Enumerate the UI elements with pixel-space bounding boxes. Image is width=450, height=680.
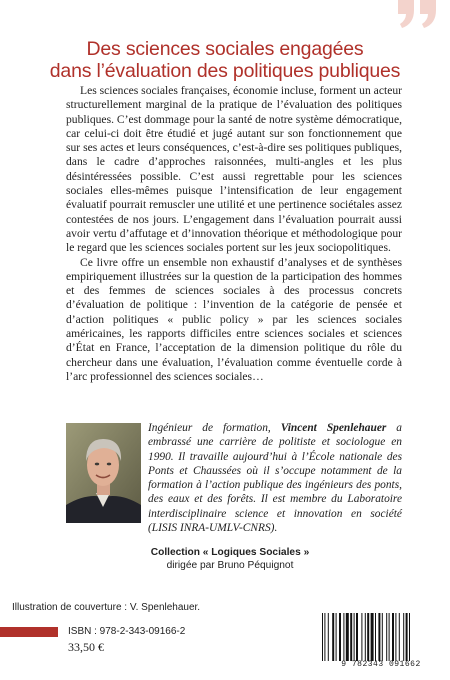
author-name: Vincent Spenlehauer (280, 422, 387, 434)
blurb-paragraph-1: Les sciences sociales françaises, économie incluse, forment un acteur structurellement marginal de la pratique de l’évaluation des politiques publiques. C’est dommage pour la santé de notre système démocratique, car celui-ci doit être étudié et jugé autant sur son fonctionnement que sur ses actes et leurs conséquences, c’est-à-dire ses politiques publiques, dans le cadre d’approches raisonnées, multi-angles et les plus désintéressées possible. C’est aussi regrettable pour les sciences sociales elles-mêmes puisque l’intensification de leur engagement évaluatif pourrait remuscler une utilité et une pertinence sociétales assez contestées de nos jours. L’engagement dans l’évaluation pourrait aussi avoir vertu d’affutage et d’innovation théorique et méthodologique pour le regard que les sciences sociales portent sur les jeux sociopolitiques. (66, 84, 402, 255)
blurb (66, 84, 402, 384)
author-bio (148, 421, 402, 535)
title-line-2: dans l’évaluation des politiques publiques (49, 60, 401, 82)
collection-director: dirigée par Bruno Péquignot (166, 560, 294, 571)
price: 33,50 € (68, 640, 104, 654)
isbn: ISBN : 978-2-343-09166-2 (68, 626, 186, 637)
barcode-digits: 9 782343 091662 (341, 660, 421, 669)
bio-text: a embrassé une carrière de politiste et sociologue en 1990. Il travaille aujourd’hui à l’École nationale des Ponts et Chaussées où il s’occupe notamment de la formation à l’action publique des ingénieurs des ponts, des eaux et des forêts. Il est membre du Laboratoire interdisciplinaire science et innovation en société (LISIS INRA-UMLV-CNRS). (148, 422, 403, 535)
author-photo (66, 423, 141, 523)
bio-intro: Ingénieur de formation, (148, 422, 281, 434)
collection-info (80, 546, 380, 572)
book-title (40, 38, 410, 82)
collection-name: Collection « Logiques Sociales » (150, 547, 310, 558)
barcode (318, 608, 444, 668)
quotation-mark-icon (392, 0, 442, 30)
illustration-credit: Illustration de couverture : V. Spenlehauer. (12, 602, 201, 613)
blurb-paragraph-2: Ce livre offre un ensemble non exhaustif d’analyses et de synthèses empiriquement illustrées sur la question de la participation des hommes et des femmes de sciences sociales à des processus concrets d’évaluation de politique : l’invention de la catégorie de pensée et d’action politiques « public policy » par les sciences sociales américaines, les rapports difficiles entre sciences sociales et sciences d’État en France, l’acceptation de la dimension politique du rôle du chercheur dans une évaluation, l’évaluation comme éventuelle corde à l’arc professionnel des sciences sociales… (66, 255, 402, 383)
accent-bar (0, 627, 58, 637)
title-line-1: Des sciences sociales engagées (86, 38, 364, 60)
